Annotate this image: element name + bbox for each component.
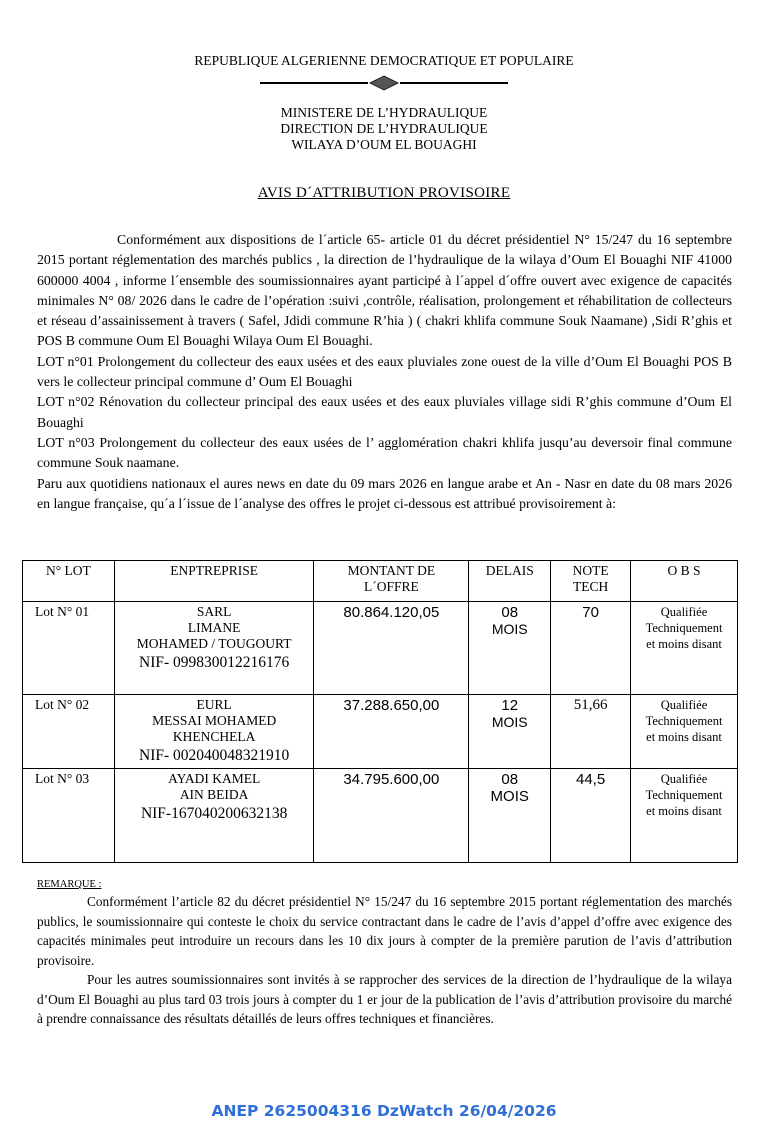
header-montant-line1: MONTANT DE: [347, 563, 436, 578]
entreprise-nif: NIF- 099830012216176: [139, 654, 290, 671]
lot3-paragraph: LOT n°03 Prolongement du collecteur des eaux usées de l’ agglomération chakri khlifa jusqu’au deversoir final commune commune Souk naamane.: [37, 434, 732, 471]
entreprise-line: EURL: [196, 697, 232, 712]
entreprise-line: LIMANE: [187, 620, 241, 635]
cell-delais: [469, 769, 551, 863]
obs-line: Qualifiée: [660, 605, 708, 619]
cell-entreprise: [114, 602, 314, 695]
cell-montant: 37.288.650,00: [314, 695, 469, 769]
header-montant: [314, 561, 469, 602]
document-title-text: AVIS D´ATTRIBUTION PROVISOIRE: [257, 185, 511, 201]
remarque-section: [37, 878, 732, 1029]
lot2-paragraph: LOT n°02 Rénovation du collecteur principal des eaux usées et des eaux pluviales village sidi R’ghis commune d’Oum El Bouaghi: [37, 394, 732, 430]
delais-value: 08: [501, 771, 519, 788]
header-note-line2: TECH: [572, 579, 609, 594]
attribution-table: [22, 560, 738, 863]
entreprise-line: MESSAI MOHAMED: [152, 713, 277, 728]
delais-value: 12: [501, 697, 519, 714]
entreprise-line: MOHAMED / TOUGOURT: [136, 636, 292, 651]
cell-note: 44,5: [551, 769, 631, 863]
document-title: [0, 185, 768, 202]
entreprise-line: AYADI KAMEL: [168, 771, 261, 786]
obs-line: et moins disant: [646, 730, 722, 744]
body-text: [37, 230, 732, 514]
cell-delais: [469, 695, 551, 769]
header-republic: REPUBLIQUE ALGERIENNE DEMOCRATIQUE ET POPULAIRE: [194, 53, 574, 68]
entreprise-line: KHENCHELA: [172, 729, 256, 744]
header-lot: N° LOT: [23, 561, 115, 602]
table-row: [23, 769, 738, 863]
cell-lot: Lot N° 02: [23, 695, 115, 769]
entreprise-nif: NIF- 002040048321910: [139, 747, 290, 764]
cell-montant: 34.795.600,00: [314, 769, 469, 863]
obs-line: Techniquement: [645, 621, 723, 635]
cell-obs: [631, 602, 738, 695]
cell-note: 70: [551, 602, 631, 695]
cell-lot: Lot N° 01: [23, 602, 115, 695]
cell-montant: 80.864.120,05: [314, 602, 469, 695]
cell-obs: [631, 769, 738, 863]
cell-entreprise: [114, 769, 314, 863]
entreprise-nif: NIF-167040200632138: [140, 805, 288, 822]
delais-unit: MOIS: [490, 788, 529, 805]
footer-watermark: ANEP 2625004316 DzWatch 26/04/2026: [211, 1102, 557, 1120]
header-montant-line2: L´OFFRE: [364, 579, 419, 594]
cell-lot: Lot N° 03: [23, 769, 115, 863]
direction-line: DIRECTION DE L’HYDRAULIQUE: [280, 121, 488, 136]
delais-value: 08: [501, 604, 519, 621]
ministry-line: MINISTERE DE L’HYDRAULIQUE: [280, 105, 488, 120]
entreprise-line: SARL: [196, 604, 232, 619]
remarque-label: REMARQUE :: [37, 879, 102, 890]
cell-delais: [469, 602, 551, 695]
obs-line: Techniquement: [645, 788, 723, 802]
ministry-block: [0, 105, 768, 153]
header-note-line1: NOTE: [572, 563, 609, 578]
paru-paragraph: Paru aux quotidiens nationaux el aures news en date du 09 mars 2026 en langue arabe et An - Nasr en date du 08 mars 2026 en langue française, qu´a l´issue de l´analyse des offres le projet ci-dessous est attribué provisoirement à:: [37, 475, 732, 511]
remarque-paragraph-2: Pour les autres soumissionnaires sont invités à se rapprocher des services de la direction de l’hydraulique de la wilaya d’Oum El Bouaghi au plus tard 03 trois jours à compter du 1 er jour de la publication de l’avis d’attribution provisoire du marché à prendre connaissance des résultats détaillés de leurs offres techniques et financières.: [37, 972, 732, 1026]
entreprise-line: AIN BEIDA: [179, 787, 249, 802]
lot1-paragraph: LOT n°01 Prolongement du collecteur des eaux usées et des eaux pluviales zone ouest de la ville d’Oum El Bouaghi POS B vers le collecteur principal commune d’ Oum El Bouaghi: [37, 353, 732, 390]
table-row: [23, 602, 738, 695]
intro-paragraph: Conformément aux dispositions de l´article 65- article 01 du décret présidentiel N° 15/247 du 16 septembre 2015 portant réglementation des marchés publics , la direction de l’hydraulique de la wilaya d’Oum El Bouaghi NIF 41000 600000 4004 , informe l´ensemble des soumissionnaires ayant participé à l´appel d´offre ouvert avec exigence de capacités minimales N° 08/ 2026 dans le cadre de l’opération :suivi ,contrôle, réalisation, prolongement et réhabilitation de collecteurs et réseau d’assainissement à travers ( Safel, Jdidi commune R’hia ) ( chakri khlifa commune Souk Naamane) ,Sidi R’ghis et POS B commune Oum El Bouaghi Wilaya Oum El Bouaghi.: [37, 232, 732, 349]
delais-unit: MOIS: [491, 714, 528, 730]
obs-line: et moins disant: [646, 637, 722, 651]
obs-line: Qualifiée: [660, 772, 708, 786]
header-delais: DELAIS: [469, 561, 551, 602]
cell-note: 51,66: [551, 695, 631, 769]
wilaya-line: WILAYA D’OUM EL BOUAGHI: [291, 137, 477, 152]
divider-ornament-icon: [260, 75, 508, 91]
remarque-paragraph-1: Conformément l’article 82 du décret présidentiel N° 15/247 du 16 septembre 2015 portant réglementation des marchés publics, le soumissionnaire qui conteste le choix du service contractant dans le cadre de l’avis d’appel d’offre avec exigence des capacités minimales peut introduire un recours dans les 10 dix jours à compter de la première parution de l’avis d’attribution provisoire.: [37, 894, 732, 968]
header-note: [551, 561, 631, 602]
cell-obs: [631, 695, 738, 769]
table-row: [23, 695, 738, 769]
obs-line: Techniquement: [645, 714, 723, 728]
table-header-row: [23, 561, 738, 602]
header-entreprise: ENPTREPRISE: [114, 561, 314, 602]
obs-line: et moins disant: [646, 804, 722, 818]
header-obs: O B S: [631, 561, 738, 602]
cell-entreprise: [114, 695, 314, 769]
obs-line: Qualifiée: [660, 698, 708, 712]
delais-unit: MOIS: [491, 621, 528, 637]
